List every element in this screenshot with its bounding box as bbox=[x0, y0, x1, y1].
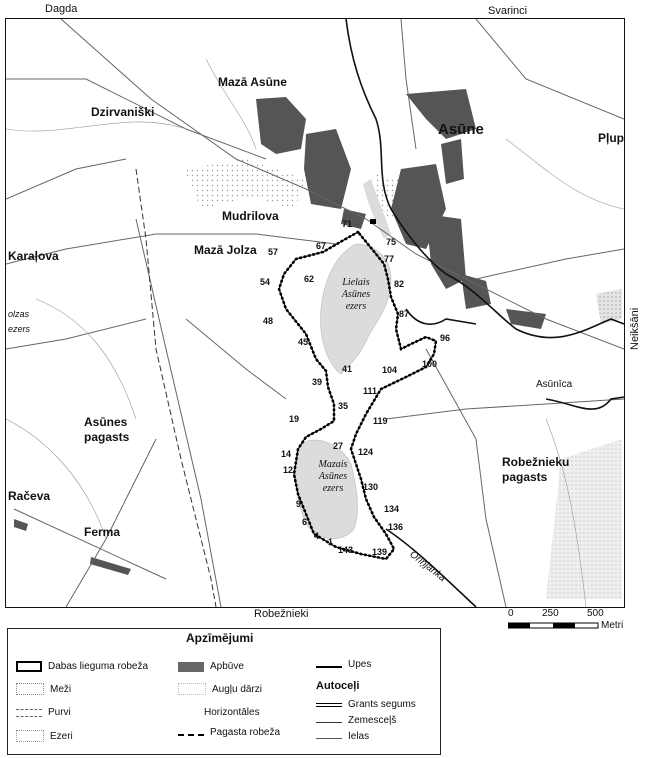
place-ezers-left: ezers bbox=[8, 324, 31, 334]
place-dzirvaniski: Dzirvaniški bbox=[91, 105, 155, 119]
point-label: 9 bbox=[296, 499, 302, 509]
place-karajova: Karaļova bbox=[8, 249, 59, 263]
point-label: 124 bbox=[358, 447, 374, 457]
legend-label: Zemesceļš bbox=[348, 715, 397, 726]
dotted-area bbox=[184, 159, 306, 209]
place-asune: Asūne bbox=[438, 121, 484, 138]
point-label: 71 bbox=[342, 219, 353, 229]
legend-label: Ielas bbox=[348, 731, 370, 742]
point-label: 77 bbox=[384, 254, 395, 264]
legend-item-reserve-boundary bbox=[16, 661, 148, 672]
river-orinjanka: Oriņjanka bbox=[407, 549, 448, 585]
point-label: 39 bbox=[312, 377, 323, 387]
place-maza-asune: Mazā Asūne bbox=[218, 75, 287, 89]
scale-bar-graphic bbox=[508, 621, 608, 631]
point-label: 14 bbox=[281, 449, 292, 459]
point-label: 6 bbox=[302, 517, 308, 527]
point-label: 12 bbox=[283, 465, 294, 475]
edge-label-dagda: Dagda bbox=[45, 3, 78, 15]
edge-label-neiksani: Neikšāni bbox=[629, 307, 641, 350]
point-label: 4 bbox=[314, 531, 320, 541]
point-label: 111 bbox=[363, 386, 378, 396]
legend-label: Purvi bbox=[48, 707, 71, 718]
legend-swatch bbox=[16, 661, 42, 672]
legend-swatch bbox=[16, 730, 44, 742]
site-marker bbox=[370, 219, 376, 224]
legend-item-orchards bbox=[178, 683, 262, 695]
point-label: 62 bbox=[304, 274, 315, 284]
river-asunica: Asūnīca bbox=[536, 379, 573, 390]
lake-lielais-line-3: ezers bbox=[345, 301, 367, 312]
legend-label: Augļu dārzi bbox=[212, 683, 263, 695]
lake-mazais-line-2: Asūnes bbox=[318, 471, 348, 482]
legend-item-parish-boundary bbox=[178, 727, 280, 738]
legend-swatch bbox=[316, 738, 342, 739]
legend-item-bogs bbox=[16, 707, 71, 718]
lake-lielais-label bbox=[331, 277, 381, 313]
legend-roads-title: Autoceļi bbox=[316, 680, 360, 692]
legend-label: Ezeri bbox=[50, 730, 73, 742]
legend-item-lakes bbox=[16, 730, 73, 742]
lake-mazais-label bbox=[308, 459, 358, 495]
legend-label: Upes bbox=[348, 659, 372, 670]
point-label: 27 bbox=[333, 441, 344, 451]
legend-swatch bbox=[178, 734, 204, 736]
point-label: 87 bbox=[399, 309, 410, 319]
legend-label: Dabas lieguma robeža bbox=[48, 661, 149, 672]
scale-bar bbox=[505, 608, 645, 638]
legend-item-gravel bbox=[316, 699, 416, 710]
point-label: 54 bbox=[260, 277, 271, 287]
point-label: 48 bbox=[263, 316, 274, 326]
parish-boundary bbox=[136, 169, 216, 607]
legend bbox=[7, 628, 441, 755]
lake-mazais-line-1: Mazais bbox=[318, 459, 348, 470]
place-asunes: Asūnes bbox=[84, 415, 128, 429]
point-label: 143 bbox=[338, 545, 354, 555]
legend-swatch bbox=[316, 722, 342, 723]
legend-item-forests bbox=[16, 683, 71, 695]
point-label: 134 bbox=[384, 504, 400, 514]
scale-tick-0: 0 bbox=[508, 608, 514, 619]
point-label: 75 bbox=[386, 237, 397, 247]
legend-swatch bbox=[316, 666, 342, 668]
legend-title: Apzīmējumi bbox=[186, 631, 254, 645]
lake-lielais-line-1: Lielais bbox=[342, 277, 370, 288]
lake-mazais-line-3: ezers bbox=[322, 483, 344, 494]
legend-item-dirt bbox=[316, 715, 396, 726]
legend-swatch bbox=[16, 709, 42, 717]
scale-tick-500: 500 bbox=[587, 608, 604, 619]
point-label: 104 bbox=[382, 365, 398, 375]
legend-label: Meži bbox=[50, 683, 72, 695]
lake-lielais-line-2: Asūnes bbox=[341, 289, 371, 300]
place-mudrilova: Mudrilova bbox=[222, 209, 279, 223]
legend-item-contours bbox=[204, 707, 260, 718]
point-label: 82 bbox=[394, 279, 405, 289]
legend-swatch bbox=[16, 683, 44, 695]
place-robeznieku-pagasts: pagasts bbox=[502, 470, 548, 484]
place-robeznieku: Robežnieku bbox=[502, 455, 570, 469]
point-label: 67 bbox=[316, 241, 327, 251]
forest-patch bbox=[596, 289, 622, 324]
place-pluup: Pļup bbox=[598, 131, 624, 145]
point-label: 130 bbox=[363, 482, 379, 492]
legend-label: Grants segums bbox=[348, 699, 416, 710]
legend-item-buildings bbox=[178, 661, 244, 672]
legend-swatch bbox=[178, 683, 206, 695]
place-olzas: olzas bbox=[8, 309, 30, 319]
point-label: 1 bbox=[328, 537, 334, 547]
point-label: 35 bbox=[338, 401, 349, 411]
point-label: 19 bbox=[289, 414, 300, 424]
point-label: 119 bbox=[373, 416, 388, 426]
edge-label-robeznieki: Robežnieki bbox=[254, 608, 309, 620]
point-label: 41 bbox=[342, 364, 353, 374]
edge-label-svarinci: Svarinci bbox=[488, 5, 528, 17]
legend-label: Pagasta robeža bbox=[210, 727, 281, 738]
legend-label: Horizontāles bbox=[204, 707, 260, 718]
point-label: 100 bbox=[422, 359, 438, 369]
legend-swatch bbox=[316, 703, 342, 707]
point-label: 139 bbox=[372, 547, 388, 557]
legend-item-rivers bbox=[316, 659, 371, 670]
point-label: 136 bbox=[388, 522, 404, 532]
point-label: 96 bbox=[440, 333, 451, 343]
place-asunes-pagasts: pagasts bbox=[84, 430, 130, 444]
scale-tick-250: 250 bbox=[542, 608, 559, 619]
place-ferma: Ferma bbox=[84, 525, 121, 539]
scale-unit: Metri bbox=[601, 620, 624, 631]
legend-label: Apbūve bbox=[210, 661, 244, 672]
legend-item-streets bbox=[316, 731, 369, 742]
point-label: 57 bbox=[268, 247, 279, 257]
map-frame bbox=[5, 18, 625, 608]
place-raceva: Račeva bbox=[8, 489, 51, 503]
point-label: 45 bbox=[298, 337, 309, 347]
legend-swatch bbox=[178, 662, 204, 672]
place-maza-jolza: Mazā Jolza bbox=[194, 243, 257, 257]
